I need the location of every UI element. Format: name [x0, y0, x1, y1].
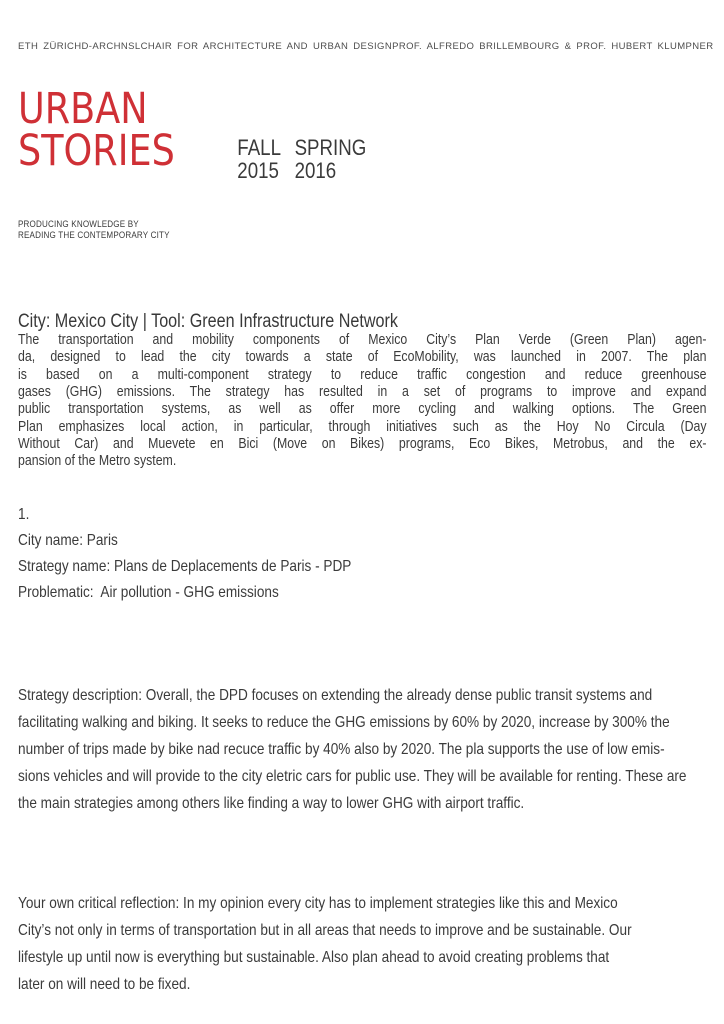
text-line: facilitating walking and biking. It seeks to reduce the GHG emissions by 60% by 2020, increase by 300% the — [18, 714, 670, 731]
entry-strategy-name: Strategy name: Plans de Deplacements de Paris - PDP — [18, 558, 352, 575]
content-column — [18, 0, 707, 1024]
text-line: Your own critical reflection: In my opinion every city has to implement strategies like this and Mexico — [18, 895, 618, 912]
tagline — [18, 219, 170, 241]
critical-reflection-paragraph — [18, 890, 707, 998]
text-line: later on will need to be fixed. — [18, 976, 191, 993]
masthead-item: PROF. ALFREDO BRILLEMBOURG & PROF. HUBERT KLUMPNER — [392, 41, 714, 52]
entry-number: 1. — [18, 506, 30, 523]
masthead-item: ETH ZÜRICH — [18, 41, 82, 52]
term-year-2016: 2016 — [294, 158, 337, 183]
article-title: City: Mexico City | Tool: Green Infrastructure Network — [18, 311, 398, 332]
masthead-item: CHAIR FOR ARCHITECTURE AND URBAN DESIGN — [140, 41, 393, 52]
entry-city-name: City name: Paris — [18, 532, 118, 549]
logo-line-urban: URBAN — [18, 84, 148, 134]
term-season-spring: SPRING — [294, 135, 367, 160]
text-line: Strategy description: Overall, the DPD focuses on extending the already dense public transit systems and — [18, 687, 653, 704]
text-line: number of trips made by bike nad recuce traffic by 40% also by 2020. The pla supports the use of low emis- — [18, 741, 665, 758]
text-line: Plan emphasizes local action, in particular, through initiatives such as the Hoy No Circula (Day — [18, 418, 707, 435]
term-dates — [237, 136, 366, 182]
text-line: pansion of the Metro system. — [18, 453, 177, 470]
text-line: public transportation systems, as well as offer more cycling and walking options. The Green — [18, 401, 707, 418]
entry-block — [18, 502, 351, 606]
text-line: the main strategies among others like finding a way to lower GHG with airport traffic. — [18, 795, 525, 812]
intro-paragraph — [18, 332, 707, 471]
text-line: da, designed to lead the city towards a state of EcoMobility, was launched in 2007. The plan — [18, 349, 707, 366]
logo-line-stories: STORIES — [18, 126, 175, 176]
masthead-item: NSL — [120, 41, 141, 52]
tagline-line-1: PRODUCING KNOWLEDGE BY — [18, 219, 139, 230]
entry-problematic: Problematic: Air pollution - GHG emissions — [18, 584, 279, 601]
strategy-description-paragraph — [18, 682, 707, 817]
text-line: sions vehicles and will provide to the city eletric cars for public use. They will be available for renting. These are — [18, 768, 687, 785]
tagline-line-2: READING THE CONTEMPORARY CITY — [18, 230, 170, 241]
text-line: City’s not only in terms of transportation but in all areas that needs to improve and be sustainable. Our — [18, 922, 632, 939]
text-line: Without Car) and Muevete en Bici (Move on Bikes) programs, Eco Bikes, Metrobus, and the ex- — [18, 436, 707, 453]
masthead-item: D-ARCH — [81, 41, 121, 52]
text-line: lifestyle up until now is everything but sustainable. Also plan ahead to avoid creating problems that — [18, 949, 610, 966]
text-line: gases (GHG) emissions. The strategy has resulted in a set of programs to improve and expand — [18, 384, 707, 401]
text-line: The transportation and mobility components of Mexico City’s Plan Verde (Green Plan) agen- — [18, 332, 707, 348]
term-year-2015: 2015 — [237, 158, 279, 183]
brand-logo — [18, 84, 175, 176]
text-line: is based on a multi-component strategy to reduce traffic congestion and reduce greenhouse — [18, 366, 707, 383]
term-season-fall: FALL — [237, 135, 281, 160]
